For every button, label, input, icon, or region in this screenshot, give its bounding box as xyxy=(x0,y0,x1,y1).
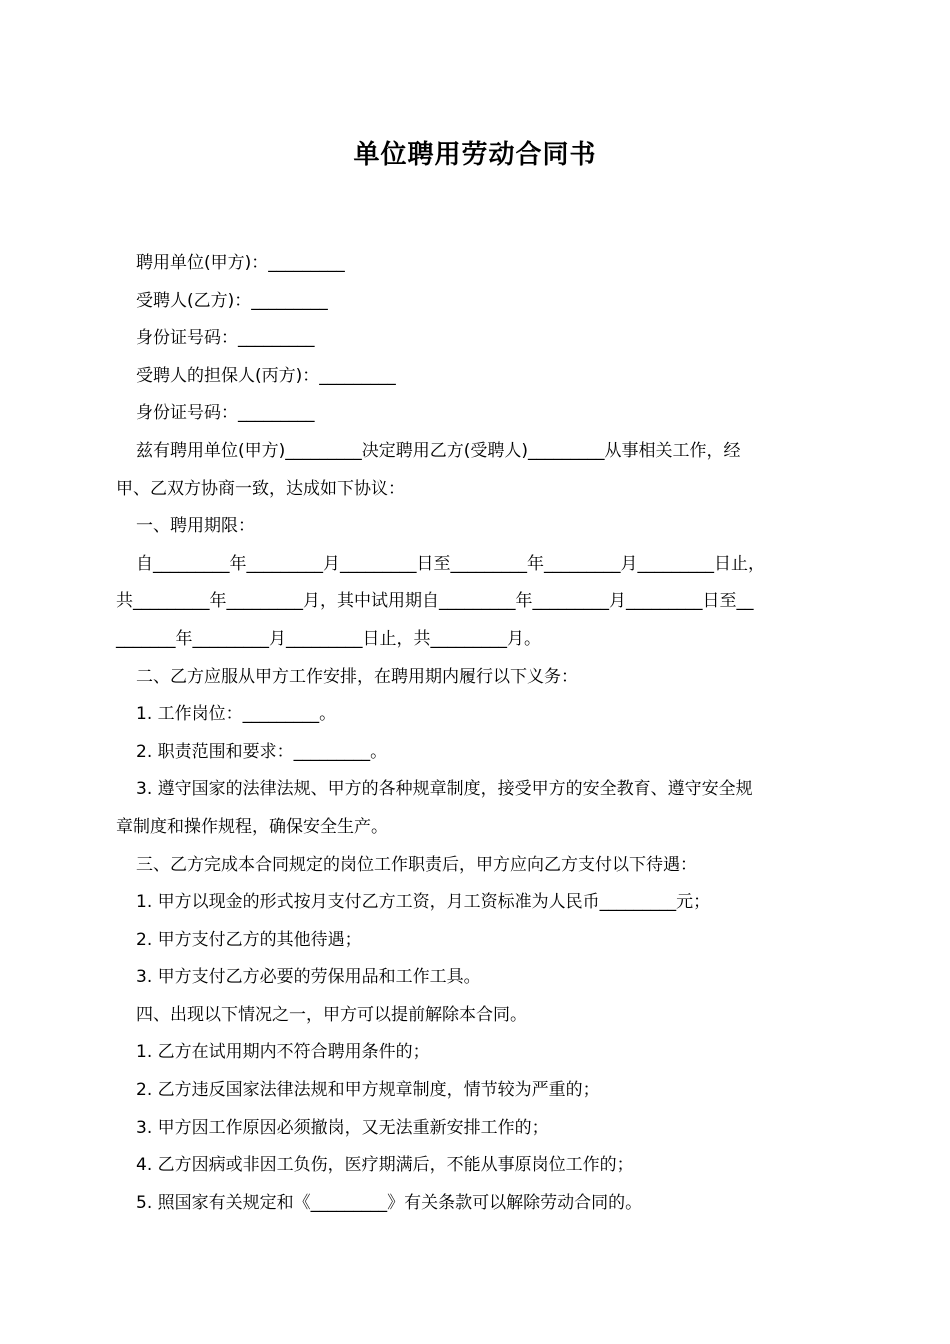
employer-line: 聘用单位(甲方)：_________ xyxy=(136,253,345,273)
termination-item-1: 1. 乙方在试用期内不符合聘用条件的； xyxy=(136,1042,430,1063)
duty-item-1: 1. 工作岗位：_________。 xyxy=(136,704,337,725)
section-1-heading: 一、聘用期限： xyxy=(136,516,255,537)
term-line-2: 共_________年_________月，其中试用期自_________年_________月_________日至__ xyxy=(116,591,754,612)
contract-body xyxy=(116,245,838,1222)
term-line-3: _______年_________月_________日止，共_________月。 xyxy=(116,628,541,649)
term-line-1: 自_________年_________月_________日至_________年_________月_________日止， xyxy=(136,553,765,574)
termination-item-3: 3. 甲方因工作原因必须撤岗，又无法重新安排工作的； xyxy=(136,1117,549,1138)
preamble-line-1: 兹有聘用单位(甲方)_________决定聘用乙方(受聘人)_________从事相关工作，经 xyxy=(136,440,741,461)
employee-id-line: 身份证号码：_________ xyxy=(136,328,315,349)
section-2-heading: 二、乙方应服从甲方工作安排，在聘用期内履行以下义务： xyxy=(136,666,578,687)
termination-item-2: 2. 乙方违反国家法律法规和甲方规章制度，情节较为严重的； xyxy=(136,1080,600,1101)
duty-item-2: 2. 职责范围和要求：_________。 xyxy=(136,741,388,762)
benefit-item-1: 1. 甲方以现金的形式按月支付乙方工资，月工资标准为人民币_________元； xyxy=(136,892,711,913)
employee-line: 受聘人(乙方)：_________ xyxy=(136,290,328,311)
duty-item-3-line-1: 3. 遵守国家的法律法规、甲方的各种规章制度，接受甲方的安全教育、遵守安全规 xyxy=(136,779,753,800)
benefit-item-2: 2. 甲方支付乙方的其他待遇； xyxy=(136,929,362,950)
benefit-item-3: 3. 甲方支付乙方必要的劳保用品和工作工具。 xyxy=(136,967,481,988)
document-title: 单位聘用劳动合同书 xyxy=(353,140,597,170)
termination-item-4: 4. 乙方因病或非因工负伤，医疗期满后，不能从事原岗位工作的； xyxy=(136,1155,634,1176)
termination-item-5: 5. 照国家有关规定和《_________》有关条款可以解除劳动合同的。 xyxy=(136,1192,643,1213)
preamble-line-2: 甲、乙双方协商一致，达成如下协议： xyxy=(116,478,405,499)
section-3-heading: 三、乙方完成本合同规定的岗位工作职责后，甲方应向乙方支付以下待遇： xyxy=(136,854,697,875)
guarantor-id-line: 身份证号码：_________ xyxy=(136,403,315,424)
section-4-heading: 四、出现以下情况之一，甲方可以提前解除本合同。 xyxy=(136,1004,527,1025)
guarantor-line: 受聘人的担保人(丙方)：_________ xyxy=(136,365,396,386)
duty-item-3-line-2: 章制度和操作规程，确保安全生产。 xyxy=(116,816,388,837)
